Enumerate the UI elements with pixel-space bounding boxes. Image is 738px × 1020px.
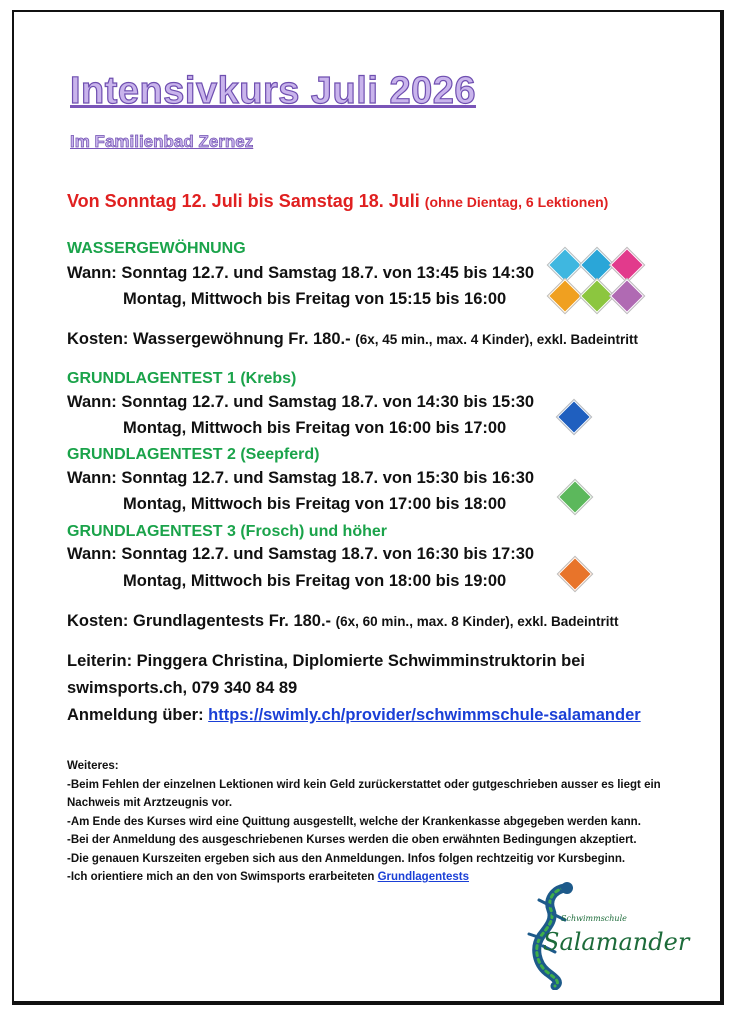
cost-detail: (6x, 60 min., max. 8 Kinder), exkl. Badeintritt — [335, 614, 619, 629]
test3-heading: GRUNDLAGENTEST 3 (Frosch) und höher — [67, 523, 387, 540]
test2-line2: Montag, Mittwoch bis Freitag von 17:00 bis 18:00 — [123, 495, 507, 513]
cost-main: Kosten: Grundlagentests Fr. 180.- — [67, 612, 332, 630]
when-label: Wann: — [67, 545, 117, 563]
wassergewoehnung-cost — [67, 330, 638, 349]
notes-item: -Am Ende des Kurses wird eine Quittung ausgestellt, welche der Krankenkasse abgegeben werden kann. — [67, 815, 641, 828]
when-label: Wann: — [67, 264, 117, 282]
page-title: Intensivkurs Juli 2026 — [70, 70, 476, 112]
test3-line2: Montag, Mittwoch bis Freitag von 18:00 bis 19:00 — [123, 572, 507, 590]
test3-line1 — [67, 545, 534, 564]
date-range — [67, 191, 608, 212]
leader-line2: swimsports.ch, 079 340 84 89 — [67, 679, 298, 697]
notes-section — [67, 757, 667, 887]
leader-line1: Leiterin: Pinggera Christina, Diplomierte Schwimminstruktorin bei — [67, 652, 586, 670]
test1-line2: Montag, Mittwoch bis Freitag von 16:00 bis 17:00 — [123, 419, 507, 437]
wassergewoehnung-line1 — [67, 264, 534, 283]
when-text: Sonntag 12.7. und Samstag 18.7. von 16:30 bis 17:30 — [121, 545, 535, 563]
logo-small-text: Schwimmschule — [561, 914, 627, 923]
notes-item: Nachweis mit Arztzeugnis vor. — [67, 797, 233, 809]
notes-item: -Beim Fehlen der einzelnen Lektionen wird kein Geld zurückerstattet oder gutgeschrieben ausser es liegt ein — [67, 778, 661, 791]
tests-cost — [67, 612, 619, 631]
when-label: Wann: — [67, 393, 117, 411]
test1-line1 — [67, 393, 534, 412]
registration — [67, 706, 641, 725]
grundlagentests-link[interactable]: Grundlagentests — [377, 871, 469, 883]
test2-heading: GRUNDLAGENTEST 2 (Seepferd) — [67, 446, 320, 463]
notes-item: -Die genauen Kurszeiten ergeben sich aus den Anmeldungen. Infos folgen rechtzeitig vor Kursbeginn. — [67, 852, 626, 865]
cost-main: Kosten: Wassergewöhnung Fr. 180.- — [67, 330, 351, 348]
when-text: Sonntag 12.7. und Samstag 18.7. von 13:45 bis 14:30 — [121, 264, 535, 282]
date-range-main: Von Sonntag 12. Juli bis Samstag 18. Juli — [67, 191, 420, 211]
registration-link[interactable]: https://swimly.ch/provider/schwimmschule-salamander — [208, 706, 641, 724]
notes-heading: Weiteres: — [67, 760, 119, 772]
notes-item: -Bei der Anmeldung des ausgeschriebenen Kurses werden die oben erwähnten Bedingungen akzeptiert. — [67, 834, 637, 846]
notes-last-prefix: -Ich orientiere mich an den von Swimsports erarbeiteten — [67, 871, 375, 883]
test2-line1 — [67, 469, 534, 488]
when-label: Wann: — [67, 469, 117, 487]
cost-detail: (6x, 45 min., max. 4 Kinder), exkl. Badeintritt — [355, 332, 639, 347]
test1-heading: GRUNDLAGENTEST 1 (Krebs) — [67, 370, 297, 387]
salamander-logo — [525, 880, 690, 990]
wassergewoehnung-heading: WASSERGEWÖHNUNG — [67, 240, 246, 257]
registration-label: Anmeldung über: — [67, 706, 204, 724]
logo-name: Salamander — [543, 928, 690, 956]
when-text: Sonntag 12.7. und Samstag 18.7. von 15:30 bis 16:30 — [121, 469, 535, 487]
wassergewoehnung-line2: Montag, Mittwoch bis Freitag von 15:15 bis 16:00 — [123, 290, 507, 308]
date-range-note: (ohne Dientag, 6 Lektionen) — [424, 194, 609, 210]
when-text: Sonntag 12.7. und Samstag 18.7. von 14:30 bis 15:30 — [121, 393, 535, 411]
page-subtitle: Im Familienbad Zernez — [70, 132, 254, 151]
